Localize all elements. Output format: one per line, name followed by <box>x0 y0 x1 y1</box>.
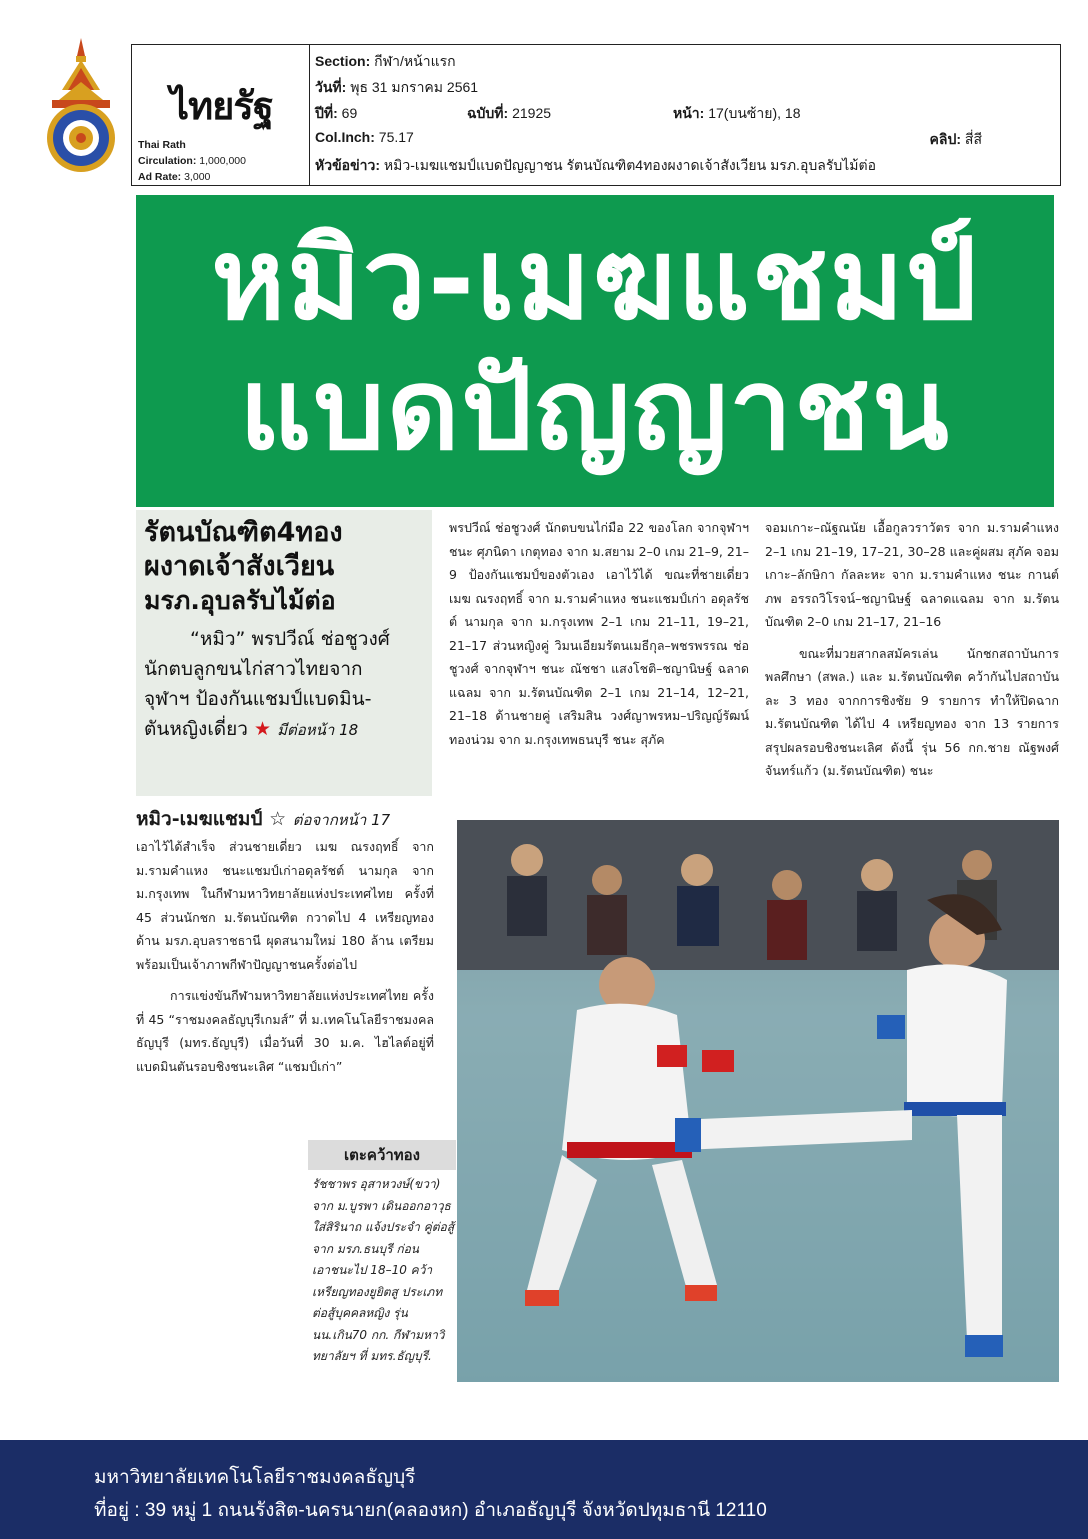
headline-line-2: แบดปัญญาชน <box>239 345 951 475</box>
article-paragraph: การแข่งขันกีฬามหาวิทยาลัยแห่งประเทศไทย ครั้งที่ 45 “ราชมงคลธัญบุรีเกมส์” ที่ ม.เทคโนโลยีราชมงคลธัญบุรี (มทร.ธัญบุรี) เมื่อวันที่ 30 ม.ค. ไฮไลต์อยู่ที่แบดมินตันรอบชิงชนะเลิศ “แชมป์เก่า” <box>136 988 434 1074</box>
date-value: พุธ 31 มกราคม 2561 <box>350 79 479 95</box>
lead-line-4-text: ตันหญิงเดี่ยว <box>144 718 248 740</box>
lead-line-1: “หมิว” พรปวีณ์ ช่อชูวงศ์ <box>190 628 390 650</box>
newspaper-name-en: Thai Rath <box>138 139 186 151</box>
ad-rate-label: Ad Rate: <box>138 171 182 183</box>
university-footer <box>0 1440 1088 1539</box>
continuation-title <box>136 804 434 834</box>
continuation-source: ต่อจากหน้า 17 <box>292 811 391 829</box>
date-row <box>315 77 1052 97</box>
footer-address: ที่อยู่ : 39 หมู่ 1 ถนนรังสิต-นครนายก(คลองหก) อำเภอธัญบุรี จังหวัดปทุมธานี 12110 <box>94 1500 767 1521</box>
section-row <box>315 51 1052 71</box>
photo-caption <box>308 1140 456 1382</box>
circulation-value: 1,000,000 <box>199 155 246 167</box>
issue-label: ฉบับที่: <box>467 105 509 121</box>
article-paragraph: พรปวีณ์ ช่อชูวงศ์ นักตบขนไก่มือ 22 ของโลก จากจุฬาฯ ชนะ ศุภนิดา เกตุทอง จาก ม.สยาม 2–0 เกม 21–9, 21–9 ป้องกันแชมป์ของตัวเอง เอาไว้ได้ ขณะที่ชายเดี่ยว เมฆ ณรงฤทธิ์ จาก ม.รามคำแหง ชนะแชมป์เก่า อดุลรัชต์ นามกุล จาก ม.กรุงเทพ 2–1 เกม 21–11, 19–21, 21–17 ส่วนหญิงคู่ วิมนเอียมรัตนเมธีกุล–พชรพรรณ ช่อชูวงศ์ จากจุฬาฯ ชนะ ณัชชา แสงโชติ–ชญานิษฐ์ ฉลาดแฉลม จาก ม.รัตนบัณฑิต 2–1 เกม 21–14, 12–21, 21–18 ด้านชายคู่ เสริมสิน วงศ์ญาพรหม–ปริญญ์รัฒน์ ทองน่วม จาก ม.กรุงเทพธนบุรี ชนะ สุภัค <box>449 520 749 747</box>
headline-line-1: หมิว-เมฆแชมป์ <box>211 215 979 345</box>
continued-note: มีต่อหน้า 18 <box>277 721 359 739</box>
issue-value: 21925 <box>512 105 552 121</box>
continuation-heading: หมิว-เมฆแชมป์ ☆ <box>136 808 287 830</box>
subheadline-line-3: มรภ.อุบลรับไม้ต่อ <box>144 586 336 615</box>
jujitsu-photo <box>457 820 1059 1382</box>
clipping-info-box <box>131 44 1061 186</box>
page-value: 17(บนซ้าย), 18 <box>708 105 801 121</box>
circulation-label: Circulation: <box>138 155 197 167</box>
topic-row <box>315 155 1052 175</box>
article-paragraph: จอมเกาะ–ณัฐณนัย เอื้อกูลวราวัตร จาก ม.รามคำแหง 2–1 เกม 21–19, 17–21, 30–28 และคู่ผสม สุภัค จอมเกาะ–ลักษิกา กัลละหะ จาก ม.รามคำแหง ชนะ กานต์ภพ อรรถวิโรจน์–ชญานิษฐ์ ฉลาดแฉลม จาก ม.รัตนบัณฑิต 2–0 เกม 21–17, 21–16 <box>765 520 1059 629</box>
topic-label: หัวข้อข่าว: <box>315 157 381 173</box>
ad-rate-value: 3,000 <box>184 171 211 183</box>
footer-university-name: มหาวิทยาลัยเทคโนโลยีราชมงคลธัญบุรี <box>94 1467 416 1488</box>
article-paragraph: เอาไว้ได้สำเร็จ ส่วนชายเดี่ยว เมฆ ณรงฤทธิ์ จาก ม.รามคำแหง ชนะแชมป์เก่าอดุลรัชต์ นามกุล จาก ม.กรุงเทพ ในกีฬามหาวิทยาลัยแห่งประเทศไทย ครั้งที่ 45 ส่วนนักชก ม.รัตนบัณฑิต กวาดไป 4 เหรียญทอง ด้าน มรภ.อุบลราชธานี ผุดสนามใหม่ 180 ล้าน เตรียมพร้อมเป็นเจ้าภาพกีฬาปัญญาชนครั้งต่อไป <box>136 839 434 972</box>
clip-value: สี่สี <box>964 131 982 147</box>
lead-line-3: จุฬาฯ ป้องกันแชมป์แบดมิน- <box>144 688 372 710</box>
date-label: วันที่: <box>315 79 347 95</box>
subheadline-block <box>136 510 432 796</box>
clip-label: คลิป: <box>929 131 962 147</box>
article-column-left <box>136 835 434 1165</box>
star-icon: ★ <box>254 718 272 740</box>
caption-text: รัชชาพร อุสาหวงษ์(ขวา) จาก ม.บูรพา เดินออกอาวุธใส่สิรินาถ แจ้งประจำ คู่ต่อสู้ จาก มรภ.ธนบุรี ก่อนเอาชนะไป 18–10 คว้าเหรียญทองยูยิตสู ประเภทต่อสู้บุคคลหญิง รุ่น นน.เกิน70 กก. กีฬามหาวิทยาลัยฯ ที่ มทร.ธัญบุรี. <box>312 1177 455 1363</box>
issue-row <box>315 103 1052 123</box>
caption-title: เตะคว้าทอง <box>308 1140 456 1170</box>
article-column-middle <box>449 516 749 806</box>
clipping-details <box>311 45 1060 185</box>
lead-line-2: นักตบลูกขนไก่สาวไทยจาก <box>144 658 363 680</box>
article-paragraph: ขณะที่มวยสากลสมัครเล่น นักชกสถาบันการพลศึกษา (สพล.) และ ม.รัตนบัณฑิต คว้ากันไปสถาบันละ 3 ทอง จากการชิงชัย 9 รายการ ทำให้ปิดฉาก ม.รัตนบัณฑิต ได้ไป 4 เหรียญทอง จาก 13 รายการ สรุปผลรอบชิงชนะเลิศ ดังนี้ รุ่น 56 กก.ชาย ณัฐพงศ์ จันทร์แก้ว (ม.รัตนบัณฑิต) ชนะ <box>765 645 1059 778</box>
topic-value: หมิว-เมฆแชมป์แบดปัญญาชน รัตนบัณฑิต4ทองผงาดเจ้าสังเวียน มรภ.อุบลรับไม้ต่อ <box>383 157 876 173</box>
year-label: ปีที่: <box>315 105 338 121</box>
section-value: กีฬา/หน้าแรก <box>374 53 456 69</box>
lead-text <box>144 624 424 745</box>
page-label: หน้า: <box>673 105 705 121</box>
university-logo <box>38 38 124 174</box>
main-headline <box>136 195 1054 507</box>
subheadline-line-2: ผงาดเจ้าสังเวียน <box>144 551 335 582</box>
subheadline-line-1: รัตนบัณฑิต4ทอง <box>144 517 343 548</box>
colinch-label: Col.Inch: <box>315 129 375 145</box>
newspaper-meta <box>138 137 246 185</box>
newspaper-name: ไทยรัฐ <box>170 84 273 128</box>
lead-line-4 <box>144 714 424 745</box>
colinch-row <box>315 129 1052 149</box>
colinch-value: 75.17 <box>378 129 414 145</box>
article-column-right <box>765 516 1059 806</box>
year-value: 69 <box>341 105 358 121</box>
newspaper-id-panel <box>132 45 310 185</box>
section-label: Section: <box>315 53 371 69</box>
